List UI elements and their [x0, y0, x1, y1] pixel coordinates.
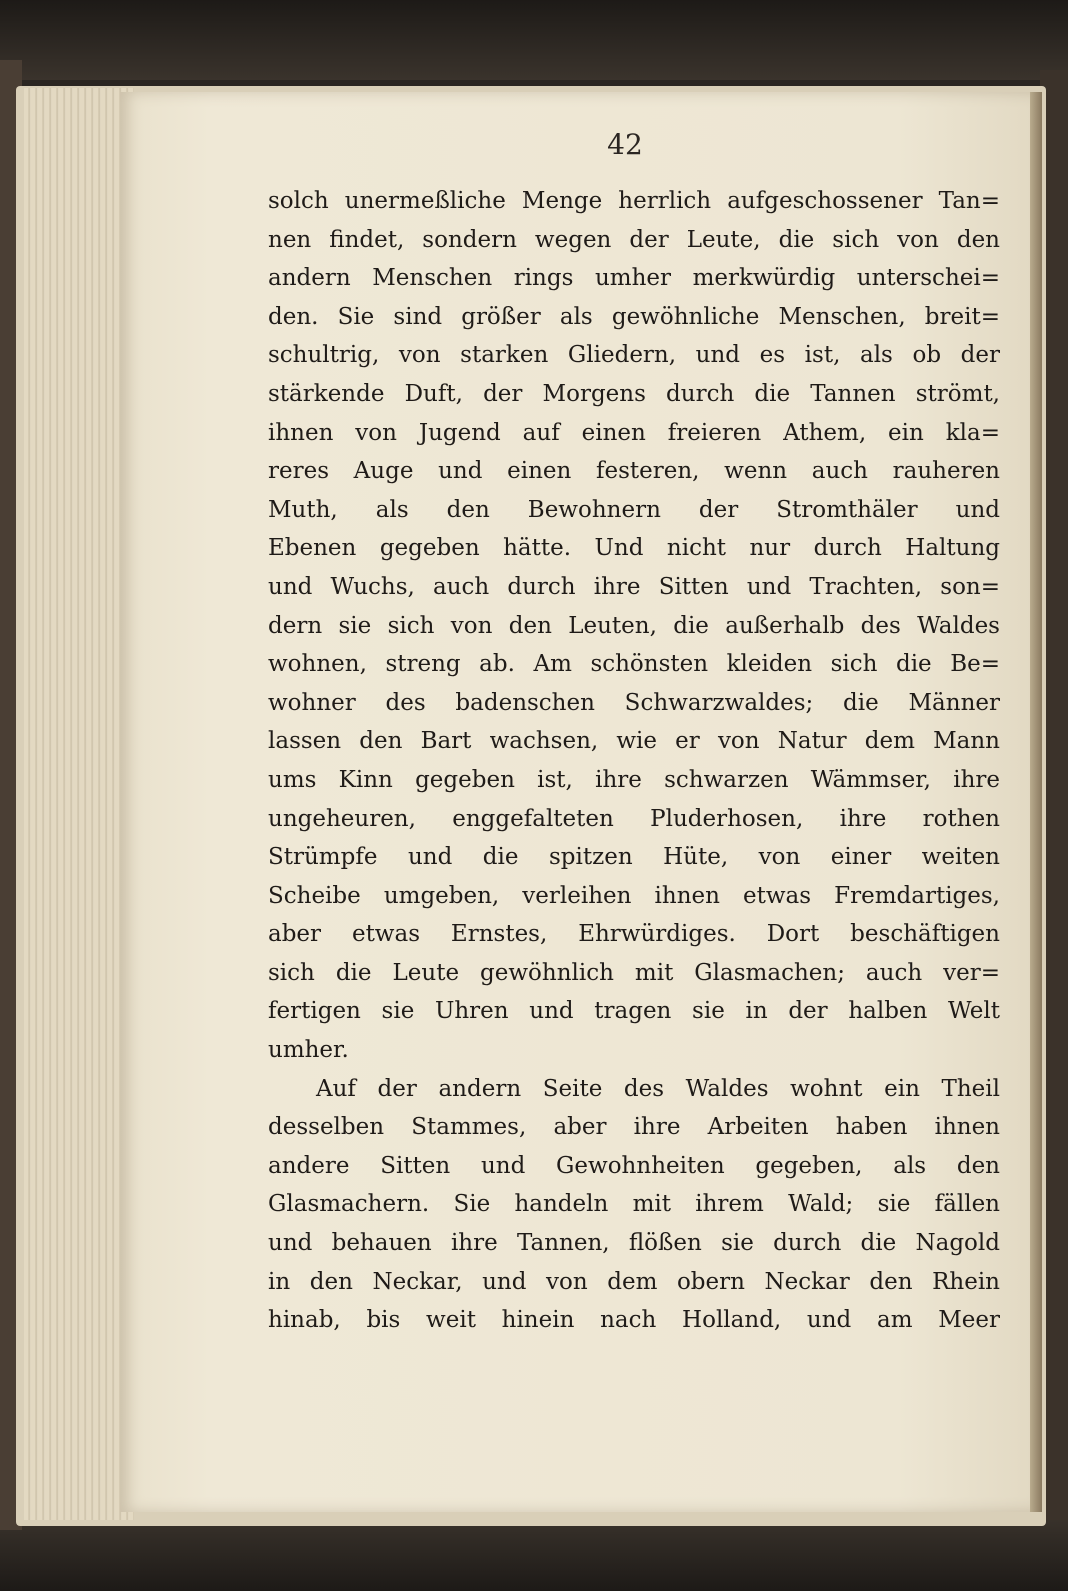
page-edges	[24, 88, 134, 1520]
text-line: reres Auge und einen festeren, wenn auch rauheren	[268, 458, 1000, 485]
text-line: schultrig, von starken Gliedern, und es ist, als ob der	[268, 342, 1000, 369]
text-line: wohner des badenschen Schwarzwaldes; die Männer	[268, 689, 1000, 716]
paragraph-1	[268, 182, 1000, 1070]
text-line: andere Sitten und Gewohnheiten gegeben, als den	[268, 1152, 1000, 1179]
body-text	[268, 182, 1000, 1340]
book-cover-bottom	[0, 1515, 1068, 1591]
text-line: Auf der andern Seite des Waldes wohnt ein Theil	[316, 1075, 1000, 1102]
text-line: desselben Stammes, aber ihre Arbeiten haben ihnen	[268, 1114, 1000, 1141]
text-line: Scheibe umgeben, verleihen ihnen etwas Fremdartiges,	[268, 882, 1000, 909]
text-line: nen findet, sondern wegen der Leute, die sich von den	[268, 226, 1000, 253]
text-line: solch unermeßliche Menge herrlich aufgeschossener Tan=	[268, 188, 1000, 214]
page-number: 42	[607, 128, 643, 161]
book-gutter	[1030, 92, 1042, 1512]
paragraph-2	[268, 1070, 1000, 1340]
text-line: dern sie sich von den Leuten, die außerhalb des Waldes	[268, 612, 1000, 639]
text-line: und Wuchs, auch durch ihre Sitten und Trachten, son=	[268, 573, 1000, 600]
text-line: stärkende Duft, der Morgens durch die Tannen strömt,	[268, 380, 1000, 407]
text-line: und behauen ihre Tannen, flößen sie durch die Nagold	[268, 1230, 1000, 1257]
text-line: Glasmachern. Sie handeln mit ihrem Wald; sie fällen	[268, 1191, 1000, 1218]
text-line: umher.	[268, 1037, 349, 1064]
text-line: lassen den Bart wachsen, wie er von Natur dem Mann	[268, 728, 1000, 755]
text-line: wohnen, streng ab. Am schönsten kleiden sich die Be=	[268, 651, 1000, 678]
text-line: ums Kinn gegeben ist, ihre schwarzen Wämmser, ihre	[268, 766, 1000, 793]
text-line: in den Neckar, und von dem obern Neckar den Rhein	[268, 1268, 1000, 1295]
text-line: den. Sie sind größer als gewöhnliche Menschen, breit=	[268, 303, 1000, 330]
text-line: Ebenen gegeben hätte. Und nicht nur durch Haltung	[268, 535, 1000, 562]
text-line: ungeheuren, enggefalteten Pluderhosen, ihre rothen	[268, 805, 1000, 832]
text-line: Strümpfe und die spitzen Hüte, von einer weiten	[268, 844, 1000, 871]
text-line: Muth, als den Bewohnern der Stromthäler und	[268, 496, 1000, 523]
text-line: andern Menschen rings umher merkwürdig unterschei=	[268, 265, 1000, 292]
book-cover-top	[0, 0, 1068, 80]
text-line: hinab, bis weit hinein nach Holland, und am Meer	[268, 1307, 1000, 1334]
text-line: aber etwas Ernstes, Ehrwürdiges. Dort beschäftigen	[268, 921, 1000, 948]
text-line: fertigen sie Uhren und tragen sie in der halben Welt	[268, 998, 1000, 1025]
text-line: sich die Leute gewöhnlich mit Glasmachen; auch ver=	[268, 959, 1000, 986]
text-line: ihnen von Jugend auf einen freieren Athem, ein kla=	[268, 419, 1000, 446]
